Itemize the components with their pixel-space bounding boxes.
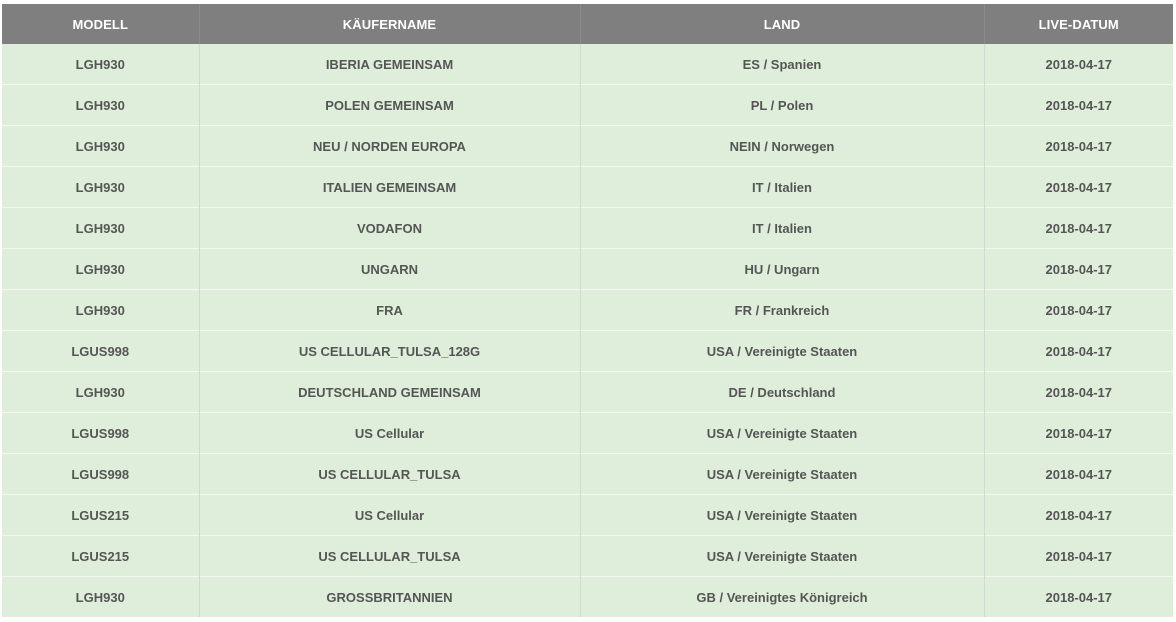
release-table-container bbox=[2, 4, 1173, 617]
cell-live-datum: 2018-04-17 bbox=[984, 126, 1173, 167]
cell-live-datum: 2018-04-17 bbox=[984, 249, 1173, 290]
cell-kaeufername: POLEN GEMEINSAM bbox=[199, 85, 580, 126]
cell-modell: LGUS998 bbox=[2, 413, 199, 454]
cell-live-datum: 2018-04-17 bbox=[984, 331, 1173, 372]
cell-modell: LGUS998 bbox=[2, 331, 199, 372]
cell-land: HU / Ungarn bbox=[580, 249, 984, 290]
cell-kaeufername: FRA bbox=[199, 290, 580, 331]
table-row bbox=[2, 577, 1173, 618]
cell-modell: LGH930 bbox=[2, 249, 199, 290]
cell-live-datum: 2018-04-17 bbox=[984, 372, 1173, 413]
cell-kaeufername: GROSSBRITANNIEN bbox=[199, 577, 580, 618]
cell-modell: LGH930 bbox=[2, 85, 199, 126]
cell-kaeufername: DEUTSCHLAND GEMEINSAM bbox=[199, 372, 580, 413]
cell-modell: LGH930 bbox=[2, 372, 199, 413]
cell-kaeufername: IBERIA GEMEINSAM bbox=[199, 44, 580, 85]
column-header-kaeufername: KÄUFERNAME bbox=[199, 4, 580, 44]
cell-modell: LGH930 bbox=[2, 44, 199, 85]
header-row bbox=[2, 4, 1173, 44]
table-row bbox=[2, 495, 1173, 536]
cell-live-datum: 2018-04-17 bbox=[984, 495, 1173, 536]
table-row bbox=[2, 85, 1173, 126]
cell-kaeufername: VODAFON bbox=[199, 208, 580, 249]
table-header bbox=[2, 4, 1173, 44]
cell-land: FR / Frankreich bbox=[580, 290, 984, 331]
cell-land: IT / Italien bbox=[580, 167, 984, 208]
cell-kaeufername: ITALIEN GEMEINSAM bbox=[199, 167, 580, 208]
cell-land: USA / Vereinigte Staaten bbox=[580, 495, 984, 536]
release-table bbox=[2, 4, 1173, 617]
cell-modell: LGH930 bbox=[2, 126, 199, 167]
cell-live-datum: 2018-04-17 bbox=[984, 85, 1173, 126]
cell-land: PL / Polen bbox=[580, 85, 984, 126]
cell-kaeufername: UNGARN bbox=[199, 249, 580, 290]
cell-modell: LGH930 bbox=[2, 167, 199, 208]
table-row bbox=[2, 208, 1173, 249]
cell-kaeufername: US CELLULAR_TULSA bbox=[199, 536, 580, 577]
cell-modell: LGUS215 bbox=[2, 536, 199, 577]
column-header-modell: MODELL bbox=[2, 4, 199, 44]
column-header-live-datum: LIVE-DATUM bbox=[984, 4, 1173, 44]
cell-live-datum: 2018-04-17 bbox=[984, 413, 1173, 454]
cell-modell: LGH930 bbox=[2, 290, 199, 331]
table-row bbox=[2, 413, 1173, 454]
table-row bbox=[2, 454, 1173, 495]
cell-land: NEIN / Norwegen bbox=[580, 126, 984, 167]
table-row bbox=[2, 536, 1173, 577]
cell-modell: LGUS215 bbox=[2, 495, 199, 536]
cell-live-datum: 2018-04-17 bbox=[984, 44, 1173, 85]
cell-kaeufername: US Cellular bbox=[199, 413, 580, 454]
table-row bbox=[2, 331, 1173, 372]
cell-kaeufername: US Cellular bbox=[199, 495, 580, 536]
cell-live-datum: 2018-04-17 bbox=[984, 167, 1173, 208]
cell-land: USA / Vereinigte Staaten bbox=[580, 536, 984, 577]
cell-kaeufername: US CELLULAR_TULSA bbox=[199, 454, 580, 495]
cell-live-datum: 2018-04-17 bbox=[984, 208, 1173, 249]
cell-modell: LGH930 bbox=[2, 577, 199, 618]
cell-live-datum: 2018-04-17 bbox=[984, 536, 1173, 577]
cell-land: USA / Vereinigte Staaten bbox=[580, 413, 984, 454]
cell-live-datum: 2018-04-17 bbox=[984, 577, 1173, 618]
column-header-land: LAND bbox=[580, 4, 984, 44]
table-row bbox=[2, 126, 1173, 167]
cell-land: GB / Vereinigtes Königreich bbox=[580, 577, 984, 618]
table-row bbox=[2, 372, 1173, 413]
cell-live-datum: 2018-04-17 bbox=[984, 454, 1173, 495]
cell-live-datum: 2018-04-17 bbox=[984, 290, 1173, 331]
cell-modell: LGH930 bbox=[2, 208, 199, 249]
cell-modell: LGUS998 bbox=[2, 454, 199, 495]
cell-land: ES / Spanien bbox=[580, 44, 984, 85]
cell-land: USA / Vereinigte Staaten bbox=[580, 454, 984, 495]
cell-kaeufername: US CELLULAR_TULSA_128G bbox=[199, 331, 580, 372]
table-row bbox=[2, 167, 1173, 208]
table-row bbox=[2, 44, 1173, 85]
cell-kaeufername: NEU / NORDEN EUROPA bbox=[199, 126, 580, 167]
table-row bbox=[2, 249, 1173, 290]
table-row bbox=[2, 290, 1173, 331]
cell-land: DE / Deutschland bbox=[580, 372, 984, 413]
cell-land: USA / Vereinigte Staaten bbox=[580, 331, 984, 372]
table-body bbox=[2, 44, 1173, 617]
cell-land: IT / Italien bbox=[580, 208, 984, 249]
